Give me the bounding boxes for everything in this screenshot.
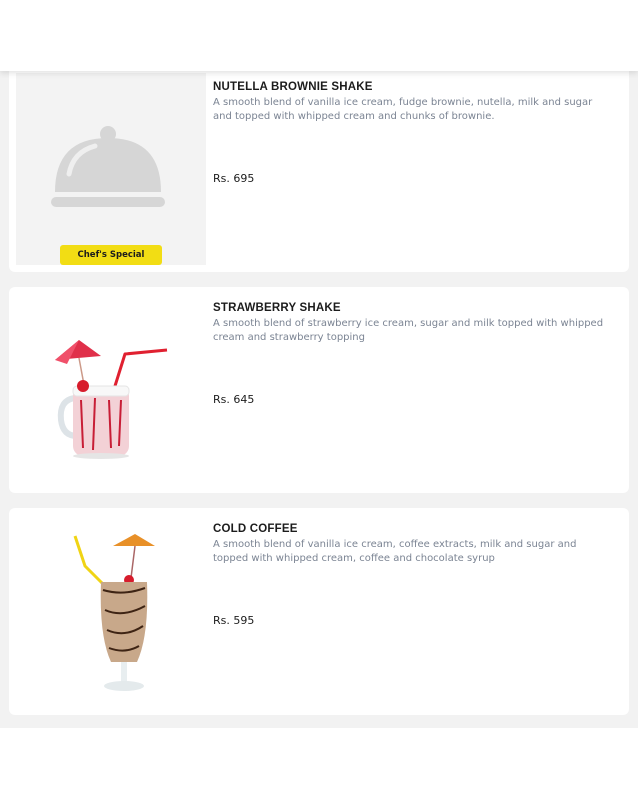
menu-item-card[interactable] (9, 71, 629, 272)
cloche-placeholder-icon (51, 124, 171, 214)
menu-item-card[interactable] (9, 508, 629, 715)
menu-item-image[interactable] (16, 295, 206, 485)
menu-item-name: STRAWBERRY SHAKE (213, 302, 341, 314)
menu-item-price: Rs. 645 (213, 393, 255, 406)
top-header-bar (0, 0, 638, 71)
menu-item-name: COLD COFFEE (213, 523, 298, 535)
menu-item-image[interactable] (16, 73, 206, 265)
menu-item-description: A smooth blend of vanilla ice cream, coffee extracts, milk and sugar and topped with whipped cream, coffee and chocolate syrup (213, 539, 577, 564)
chefs-special-badge: Chef's Special (60, 245, 162, 265)
menu-item-list (0, 71, 638, 728)
menu-item-price: Rs. 595 (213, 614, 255, 627)
menu-item-price: Rs. 695 (213, 172, 255, 185)
strawberry-shake-photo (41, 320, 181, 460)
menu-item-image[interactable] (16, 516, 206, 706)
menu-item-card[interactable] (9, 287, 629, 493)
menu-item-description: A smooth blend of vanilla ice cream, fudge brownie, nutella, milk and sugar and topped with whipped cream and chunks of brownie. (213, 97, 593, 122)
cold-coffee-photo (41, 526, 181, 696)
menu-item-description: A smooth blend of strawberry ice cream, sugar and milk topped with whipped cream and strawberry topping (213, 318, 604, 343)
menu-item-name: NUTELLA BROWNIE SHAKE (213, 81, 373, 93)
page-footer-space (0, 728, 638, 800)
